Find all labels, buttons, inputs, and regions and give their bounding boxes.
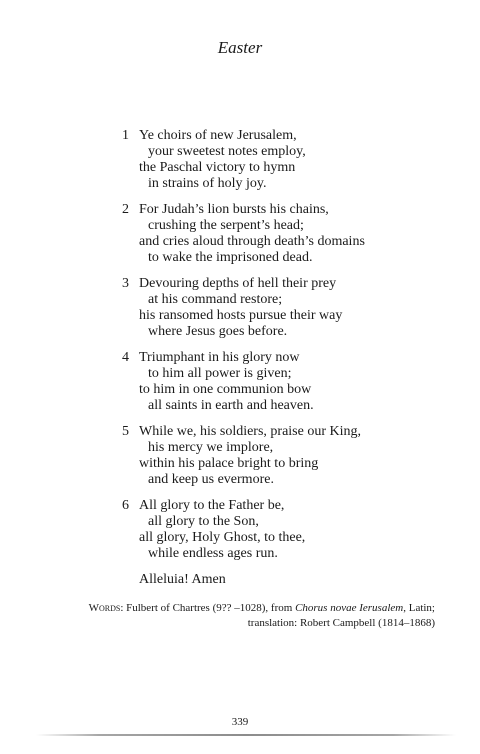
hymn-line: and cries aloud through death’s domains [139, 234, 365, 249]
hymn-line: For Judah’s lion bursts his chains, [139, 202, 329, 217]
verse-number: 1 [122, 128, 129, 143]
hymn-line: to wake the imprisoned dead. [148, 250, 313, 265]
hymn-line: all glory to the Son, [148, 514, 259, 529]
hymn-line: Ye choirs of new Jerusalem, [139, 128, 297, 143]
stanza-5 [122, 424, 422, 488]
verse-number: 4 [122, 350, 129, 365]
hymn-line: while endless ages run. [148, 546, 278, 561]
hymn-line: at his command restore; [148, 292, 283, 307]
hymn-line: the Paschal victory to hymn [139, 160, 296, 175]
verse-number: 3 [122, 276, 129, 291]
words-language: , Latin; [403, 602, 435, 614]
page-title: Easter [217, 38, 263, 57]
source-title: Chorus novae Ierusalem [295, 602, 404, 614]
verse-number: 5 [122, 424, 129, 439]
translation-credit: translation: Robert Campbell (1814–1868) [247, 617, 435, 629]
hymn-line: Triumphant in his glory now [139, 350, 300, 365]
hymn-line: all glory, Holy Ghost, to thee, [139, 530, 306, 545]
page-edge-shadow [36, 734, 456, 736]
hymn-line: and keep us evermore. [148, 472, 274, 487]
hymn-credits [89, 601, 435, 631]
hymn-line: where Jesus goes before. [148, 324, 288, 339]
hymn-line: crushing the serpent’s head; [148, 218, 304, 233]
closing-alleluia: Alleluia! Amen [139, 572, 226, 587]
hymn-line: within his palace bright to bring [139, 456, 319, 471]
hymn-line: his mercy we implore, [148, 440, 274, 455]
hymn-line: While we, his soldiers, praise our King, [139, 424, 362, 439]
hymn-line: to him in one communion bow [139, 382, 312, 397]
stanza-4 [122, 350, 422, 414]
words-credit-line [89, 601, 435, 616]
words-author: : Fulbert of Chartres (9?? –1028), from [120, 602, 296, 614]
stanza-3 [122, 276, 422, 340]
page-number: 339 [231, 716, 249, 728]
hymn-line: all saints in earth and heaven. [148, 398, 314, 413]
verse-number: 6 [122, 498, 129, 513]
hymn-text [122, 128, 422, 588]
hymn-line: in strains of holy joy. [148, 176, 267, 191]
hymn-line: Devouring depths of hell their prey [139, 276, 337, 291]
hymn-line: your sweetest notes employ, [148, 144, 306, 159]
hymn-line: his ransomed hosts pursue their way [139, 308, 343, 323]
hymn-line: All glory to the Father be, [139, 498, 285, 513]
words-label: Words [88, 602, 121, 614]
hymn-line: to him all power is given; [148, 366, 292, 381]
stanza-6 [122, 498, 422, 562]
verse-number: 2 [122, 202, 129, 217]
stanza-1 [122, 128, 422, 192]
stanza-2 [122, 202, 422, 266]
